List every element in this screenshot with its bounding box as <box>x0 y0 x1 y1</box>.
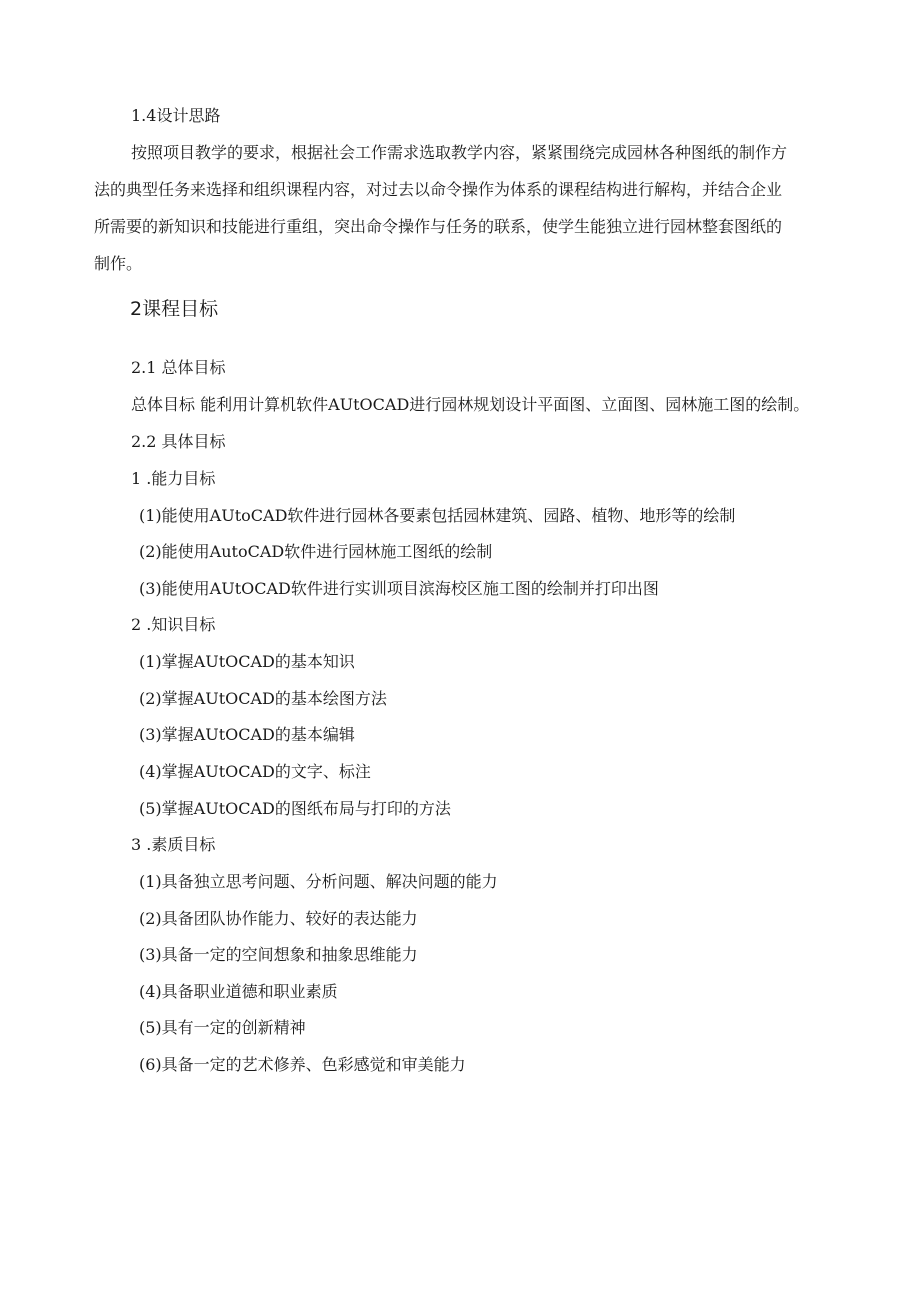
list-item: (3)能使用AUtOCAD软件进行实训项目滨海校区施工图的绘制并打印出图 <box>139 579 659 598</box>
ability-goal-heading: 1 .能力目标 <box>131 469 216 488</box>
section-1-4-heading: 1.4设计思路 <box>131 106 221 125</box>
list-item: (2)掌握AUtOCAD的基本绘图方法 <box>139 689 387 708</box>
knowledge-goal-heading: 2 .知识目标 <box>131 615 216 634</box>
quality-goal-heading: 3 .素质目标 <box>131 835 216 854</box>
list-item: (2)具备团队协作能力、较好的表达能力 <box>139 909 418 928</box>
list-item: (4)掌握AUtOCAD的文字、标注 <box>139 762 371 781</box>
list-item: (1)掌握AUtOCAD的基本知识 <box>139 652 355 671</box>
list-item: (2)能使用AutoCAD软件进行园林施工图纸的绘制 <box>139 542 493 561</box>
paragraph-line: 制作。 <box>94 254 143 273</box>
section-2-heading: 2课程目标 <box>130 298 219 320</box>
list-item: (5)掌握AUtOCAD的图纸布局与打印的方法 <box>139 799 451 818</box>
list-item: (5)具有一定的创新精神 <box>139 1018 306 1037</box>
paragraph-line: 按照项目教学的要求，根据社会工作需求选取教学内容，紧紧围绕完成园林各种图纸的制作方 <box>131 143 788 162</box>
paragraph-line: 所需要的新知识和技能进行重组，突出命令操作与任务的联系，使学生能独立进行园林整套图纸的 <box>94 217 783 236</box>
list-item: (6)具备一定的艺术修养、色彩感觉和审美能力 <box>139 1055 466 1074</box>
subsection-2-1-heading: 2.1 总体目标 <box>131 358 226 377</box>
overall-goal-text: 总体目标 能利用计算机软件AUtOCAD进行园林规划设计平面图、立面图、园林施工图的绘制。 <box>131 395 810 414</box>
list-item: (3)掌握AUtOCAD的基本编辑 <box>139 725 355 744</box>
list-item: (4)具备职业道德和职业素质 <box>139 982 338 1001</box>
list-item: (1)能使用AUtoCAD软件进行园林各要素包括园林建筑、园路、植物、地形等的绘制 <box>139 506 736 525</box>
list-item: (1)具备独立思考问题、分析问题、解决问题的能力 <box>139 872 498 891</box>
paragraph-line: 法的典型任务来选择和组织课程内容，对过去以命令操作为体系的课程结构进行解构，并结合企业 <box>94 180 783 199</box>
list-item: (3)具备一定的空间想象和抽象思维能力 <box>139 945 418 964</box>
subsection-2-2-heading: 2.2 具体目标 <box>131 432 226 451</box>
